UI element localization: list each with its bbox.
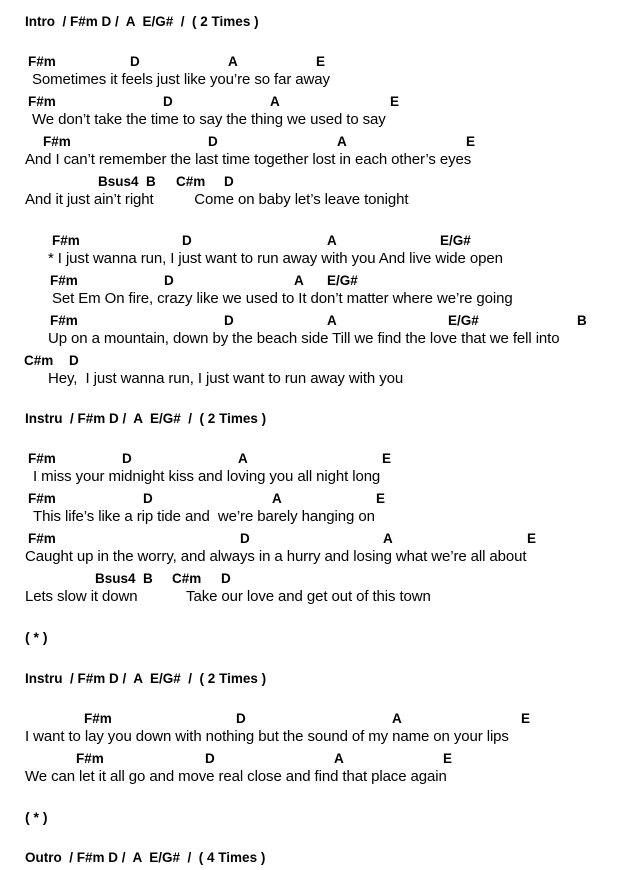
chord-symbol: D [143,491,153,506]
lyric-line: I miss your midnight kiss and loving you all night long [33,468,381,485]
lyric-line: We don’t take the time to say the thing we used to say [32,111,386,128]
lyric-line: Hey, I just wanna run, I just want to run away with you [48,370,404,387]
section-progression: / F#m D / A E/G# / ( 2 Times ) [70,671,267,686]
section-label: Instru [25,671,63,686]
chord-symbol: C#m [172,571,202,586]
lyric-line: * I just wanna run, I just want to run away with you And live wide open [48,250,503,267]
chord-row [0,451,620,467]
lyric-line: Caught up in the worry, and always in a hurry and losing what we’re all about [25,548,527,565]
chord-symbol: D [182,233,192,248]
lyric-line: Set Em On fire, crazy like we used to It don’t matter where we’re going [52,290,513,307]
chord-symbol: D [69,353,79,368]
chord-symbol: A [228,54,238,69]
chord-symbol: D [164,273,174,288]
chord-symbol: A [337,134,347,149]
chord-symbol: D [224,313,234,328]
lyric-line: Sometimes it feels just like you’re so far away [32,71,330,88]
instrumental-section-1 [25,412,266,426]
section-progression: / F#m D / A E/G# / ( 4 Times ) [69,850,266,865]
chord-symbol: E/G# [440,233,471,248]
chord-symbol: A [392,711,402,726]
section-progression: / F#m D / A E/G# / ( 2 Times ) [70,411,267,426]
chord-row [0,491,620,507]
chord-symbol: E [466,134,476,149]
chord-symbol: E [443,751,453,766]
chord-symbol: E [376,491,386,506]
chord-symbol: A [383,531,393,546]
outro-section [25,851,265,865]
chord-row [0,531,620,547]
chord-symbol: D [208,134,218,149]
chord-symbol: D [163,94,173,109]
chord-row [0,313,620,329]
chord-symbol: E [521,711,531,726]
chord-symbol: F#m [28,451,56,466]
chord-row [0,273,620,289]
chord-symbol: E [316,54,326,69]
chord-row [0,94,620,110]
chord-symbol: F#m [84,711,112,726]
chord-symbol: D [240,531,250,546]
section-label: Instru [25,411,63,426]
instrumental-section-2 [25,672,266,686]
lyric-line: I want to lay you down with nothing but the sound of my name on your lips [25,728,509,745]
chord-symbol: F#m [28,94,56,109]
lyric-line: And I can’t remember the last time together lost in each other’s eyes [25,151,472,168]
chord-symbol: C#m [176,174,206,189]
chord-symbol: D [205,751,215,766]
chord-symbol: B [146,174,156,189]
chorus-repeat-marker-2: ( * ) [25,809,48,825]
chord-symbol: A [294,273,304,288]
chord-symbol: E/G# [448,313,479,328]
chord-row [0,353,620,369]
chord-symbol: B [577,313,587,328]
chord-symbol: D [236,711,246,726]
chord-symbol: A [238,451,248,466]
lyric-line: Lets slow it down Take our love and get out of this town [25,588,431,605]
chord-symbol: A [272,491,282,506]
chord-symbol: D [221,571,231,586]
chord-symbol: F#m [43,134,71,149]
chord-symbol: F#m [28,491,56,506]
chord-symbol: E/G# [327,273,358,288]
chord-symbol: E [527,531,537,546]
lyric-line: This life’s like a rip tide and we’re barely hanging on [33,508,375,525]
chord-symbol: F#m [50,313,78,328]
chord-row [0,54,620,70]
intro-section [25,15,259,29]
section-label: Intro [25,14,55,29]
chord-symbol: B [143,571,153,586]
section-progression: / F#m D / A E/G# / ( 2 Times ) [62,14,259,29]
chord-symbol: F#m [50,273,78,288]
chord-row [0,711,620,727]
lyric-line: And it just ain’t right Come on baby let’s leave tonight [25,191,409,208]
chord-symbol: F#m [52,233,80,248]
chord-symbol: D [130,54,140,69]
chord-symbol: A [270,94,280,109]
chord-symbol: Bsus4 [95,571,136,586]
chord-row [0,233,620,249]
chord-row [0,134,620,150]
chord-symbol: D [224,174,234,189]
chord-symbol: F#m [28,54,56,69]
chord-symbol: F#m [28,531,56,546]
section-label: Outro [25,850,62,865]
lyric-line: We can let it all go and move real close and find that place again [25,768,447,785]
chord-row [0,174,620,190]
chord-symbol: C#m [24,353,54,368]
chord-symbol: E [390,94,400,109]
chord-symbol: A [327,313,337,328]
chord-symbol: F#m [76,751,104,766]
chord-symbol: E [382,451,392,466]
lyric-line: Up on a mountain, down by the beach side Till we find the love that we fell into [48,330,560,347]
chord-symbol: A [327,233,337,248]
chord-symbol: D [122,451,132,466]
chord-row [0,571,620,587]
chord-symbol: Bsus4 [98,174,139,189]
chord-row [0,751,620,767]
chorus-repeat-marker-1: ( * ) [25,629,48,645]
chord-symbol: A [334,751,344,766]
